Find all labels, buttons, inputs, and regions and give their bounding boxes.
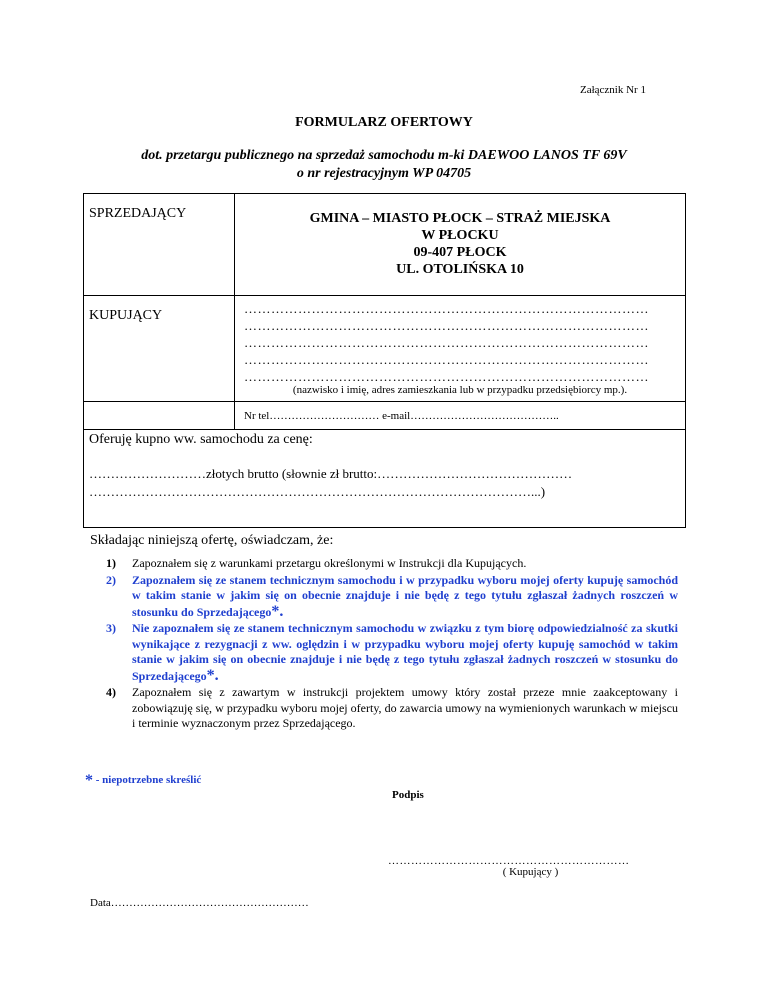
phone-email-fill-line[interactable]: Nr tel………………………… e-mail………………………………….. [244, 410, 559, 422]
column-divider [234, 402, 235, 429]
asterisk-icon: * [85, 772, 93, 789]
seller-line-4: UL. OTOLIŃSKA 10 [396, 262, 524, 277]
seller-line-3: 09-407 PŁOCK [413, 245, 507, 260]
seller-line-2: W PŁOCKU [421, 228, 499, 243]
declaration-item-2 [106, 573, 678, 621]
subtitle-line-1: dot. przetargu publicznego na sprzedaż samochodu m-ki DAEWOO LANOS TF 69V [141, 148, 627, 163]
buyer-row [84, 296, 685, 402]
footnote-text: - niepotrzebne skreślić [93, 774, 202, 786]
seller-details [235, 210, 685, 278]
subtitle-line-2: o nr rejestracyjnym WP 04705 [296, 166, 472, 181]
item-text: Zapoznałem się ze stanem technicznym samochodu i w przypadku wyboru mojej oferty kupuję samochód w takim stanie w jakim się on obecnie znajduje i nie będę z tego tytułu zgłaszał żadnych roszczeń w stosunku do Sprzedającego [132, 572, 678, 619]
item-text: Nie zapoznałem się ze stanem technicznym samochodu w związku z tym biorę odpowiedzialność za skutki wynikające z rezygnacji z ww. oględzin i w przypadku wyboru mojej oferty kupuję samochód w takim stanie w jakim się on obecnie znajduje i nie będę z tego tytułu zgłaszał żadnych roszczeń w stosunku do Sprzedającego [132, 621, 678, 683]
item-number: 4) [106, 685, 116, 699]
declaration-item-3 [106, 621, 678, 684]
declaration-intro: Składając niniejszą ofertę, oświadczam, że: [90, 533, 334, 548]
offer-heading: Oferuję kupno ww. samochodu za cenę: [89, 432, 313, 447]
item-number: 3) [106, 621, 116, 635]
offer-form-table [83, 193, 686, 528]
declaration-item-4 [106, 685, 678, 732]
signature-label: Podpis [392, 789, 424, 801]
seller-line-1: GMINA – MIASTO PŁOCK – STRAŻ MIEJSKA [309, 211, 611, 226]
seller-row [84, 194, 685, 296]
buyer-note: (nazwisko i imię, adres zamieszkania lub w przypadku przedsiębiorcy mp.). [292, 384, 628, 396]
buyer-fill-line-5[interactable]: ……………………………………………………………………………… [244, 369, 649, 384]
signature-role: ( Kupujący ) [502, 866, 559, 878]
price-words-fill-line[interactable]: …………………………………………………………………………………………...) [89, 484, 546, 499]
item-text: Zapoznałem się z warunkami przetargu określonymi w Instrukcji dla Kupujących. [132, 556, 527, 570]
contact-row [84, 402, 685, 430]
asterisk-mark: *. [271, 602, 284, 620]
footnote [85, 772, 201, 790]
price-fill-line[interactable]: ………………………złotych brutto (słownie zł brutto:……………………………………… [89, 466, 573, 481]
buyer-fill-line-2[interactable]: ……………………………………………………………………………… [244, 318, 649, 333]
buyer-fill-line-1[interactable]: ……………………………………………………………………………… [244, 301, 649, 316]
annex-number: Załącznik Nr 1 [580, 84, 646, 96]
date-fill-line[interactable]: Data……………………………………………… [90, 897, 309, 909]
buyer-fill-line-3[interactable]: ……………………………………………………………………………… [244, 335, 649, 350]
declaration-item-1 [106, 556, 678, 572]
item-number: 1) [106, 556, 116, 570]
seller-label: SPRZEDAJĄCY [89, 206, 187, 221]
form-title: FORMULARZ OFERTOWY [295, 115, 473, 130]
signature-fill-line[interactable]: ……………………………………………………… [388, 855, 630, 867]
form-subtitle [0, 147, 768, 183]
offer-row [84, 430, 685, 527]
buyer-label: KUPUJĄCY [89, 308, 163, 323]
item-number: 2) [106, 572, 116, 587]
asterisk-mark: *. [206, 666, 219, 684]
buyer-fill-line-4[interactable]: ……………………………………………………………………………… [244, 352, 649, 367]
declaration-list [106, 556, 678, 733]
item-text: Zapoznałem się z zawartym w instrukcji projektem umowy który został przeze mnie zaakceptowany i zobowiązuję się, w przypadku wyboru mojej oferty, do zawarcia umowy na wymienionych warunkach w miejscu i terminie wyznaczonym przez Sprzedającego. [132, 685, 678, 730]
